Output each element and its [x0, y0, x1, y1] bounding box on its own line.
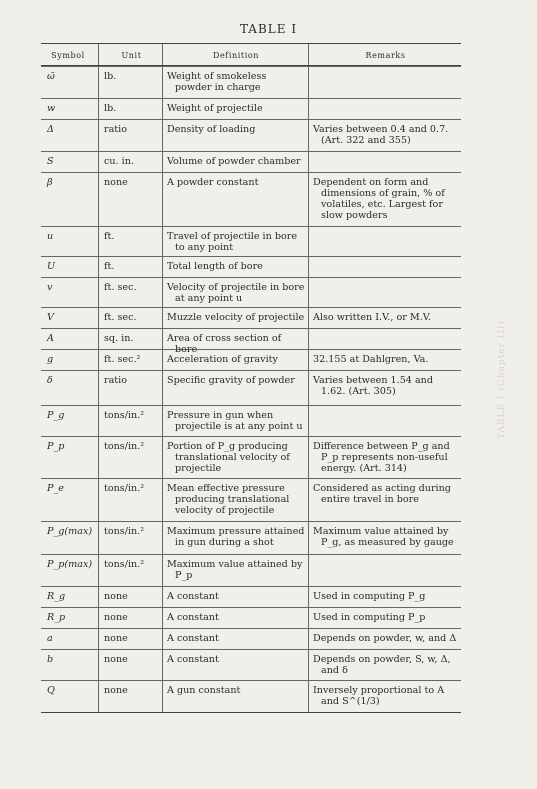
unit-cell: none [98, 608, 162, 628]
table-row [41, 98, 461, 119]
unit-cell: cu. in. [98, 152, 162, 172]
remarks-cell: Varies between 0.4 and 0.7. (Art. 322 and 355) [308, 120, 461, 151]
remarks-cell: Dependent on form and dimensions of grain, % of volatiles, etc. Largest for slow powders [308, 173, 461, 226]
header-remarks: Remarks [308, 44, 461, 65]
definition-cell: Density of loading [162, 120, 308, 151]
table-row [41, 628, 461, 649]
unit-cell: ratio [98, 120, 162, 151]
unit-cell: tons/in.² [98, 437, 162, 478]
symbol-cell: U [47, 261, 56, 272]
unit-cell: ft. sec. [98, 308, 162, 328]
unit-cell: none [98, 681, 162, 712]
unit-cell: lb. [98, 67, 162, 98]
unit-cell: ratio [98, 371, 162, 405]
remarks-cell: Difference between P_g and P_p represents non-useful energy. (Art. 314) [308, 437, 461, 478]
remarks-cell [308, 278, 461, 307]
table-row [41, 554, 461, 586]
table-row [41, 478, 461, 521]
symbol-cell: v [47, 282, 53, 293]
bleed-through-text: TABLE I (Chapter III) [497, 320, 507, 440]
definition-cell: Travel of projectile in bore to any point [162, 227, 308, 256]
symbol-cell: R_g [47, 591, 66, 602]
header-symbol: Symbol [51, 51, 85, 60]
symbol-cell: S [47, 156, 54, 167]
unit-cell: sq. in. [98, 329, 162, 349]
symbol-cell: β [47, 177, 53, 188]
remarks-cell: 32.155 at Dahlgren, Va. [308, 350, 461, 370]
definition-cell: A constant [162, 608, 308, 628]
table-row [41, 370, 461, 405]
symbol-cell: ω̄ [47, 71, 55, 82]
table-row [41, 277, 461, 307]
remarks-cell [308, 329, 461, 349]
table-row [41, 66, 461, 98]
table-row [41, 119, 461, 151]
table-row [41, 226, 461, 256]
symbol-cell: g [47, 354, 54, 365]
remarks-cell [308, 227, 461, 256]
table-row [41, 436, 461, 478]
definition-cell: Weight of projectile [162, 99, 308, 119]
table-row [41, 680, 461, 712]
unit-cell: ft. [98, 257, 162, 277]
remarks-cell [308, 67, 461, 98]
definition-cell: Pressure in gun when projectile is at any point u [162, 406, 308, 436]
definition-cell: Mean effective pressure producing translational velocity of projectile [162, 479, 308, 521]
definition-cell: Maximum value attained by P_p [162, 555, 308, 586]
remarks-cell: Also written I.V., or M.V. [308, 308, 461, 328]
header-unit: Unit [98, 44, 162, 65]
unit-cell: tons/in.² [98, 406, 162, 436]
symbols-table [41, 43, 461, 713]
definition-cell: Weight of smokeless powder in charge [162, 67, 308, 98]
symbol-cell: u [47, 231, 54, 242]
table-row [41, 349, 461, 370]
definition-cell: A powder constant [162, 173, 308, 226]
remarks-cell: Inversely proportional to A and S^(1/3) [308, 681, 461, 712]
remarks-cell: Varies between 1.54 and 1.62. (Art. 305) [308, 371, 461, 405]
remarks-cell [308, 99, 461, 119]
remarks-cell: Maximum value attained by P_g, as measured by gauge [308, 522, 461, 554]
symbol-cell: P_g(max) [47, 526, 93, 537]
table-row [41, 521, 461, 554]
unit-cell: ft. [98, 227, 162, 256]
symbol-cell: w [47, 103, 56, 114]
definition-cell: A constant [162, 629, 308, 649]
unit-cell: tons/in.² [98, 479, 162, 521]
table-row [41, 649, 461, 680]
remarks-cell: Depends on powder, w, and Δ [308, 629, 461, 649]
unit-cell: none [98, 173, 162, 226]
table-row [41, 172, 461, 226]
definition-cell: A constant [162, 650, 308, 680]
symbol-cell: Δ [47, 124, 54, 135]
unit-cell: tons/in.² [98, 522, 162, 554]
unit-cell: ft. sec. [98, 278, 162, 307]
unit-cell: lb. [98, 99, 162, 119]
header-definition: Definition [162, 44, 308, 65]
table-row [41, 256, 461, 277]
definition-cell: Muzzle velocity of projectile [162, 308, 308, 328]
unit-cell: tons/in.² [98, 555, 162, 586]
remarks-cell [308, 152, 461, 172]
symbol-cell: P_e [47, 483, 64, 494]
symbol-cell: b [47, 654, 54, 665]
definition-cell: A gun constant [162, 681, 308, 712]
remarks-cell [308, 555, 461, 586]
symbol-cell: Q [47, 685, 55, 696]
definition-cell: Portion of P_g producing translational velocity of projectile [162, 437, 308, 478]
table-row [41, 586, 461, 607]
definition-cell: Specific gravity of powder [162, 371, 308, 405]
definition-cell: Total length of bore [162, 257, 308, 277]
table-row [41, 405, 461, 436]
table-title: TABLE I [239, 22, 298, 36]
definition-cell: Volume of powder chamber [162, 152, 308, 172]
definition-cell: Area of cross section of bore [162, 329, 308, 349]
remarks-cell: Used in computing P_p [308, 608, 461, 628]
symbol-cell: P_p [47, 441, 65, 452]
unit-cell: ft. sec.² [98, 350, 162, 370]
unit-cell: none [98, 650, 162, 680]
table-row [41, 151, 461, 172]
table-row [41, 607, 461, 628]
symbol-cell: P_g [47, 410, 65, 421]
symbol-cell: a [47, 633, 53, 644]
definition-cell: Acceleration of gravity [162, 350, 308, 370]
table-row [41, 328, 461, 355]
table-header-row [41, 44, 461, 66]
remarks-cell: Depends on powder, S, w, Δ, and δ [308, 650, 461, 680]
remarks-cell: Considered as acting during entire travel in bore [308, 479, 461, 521]
remarks-cell [308, 257, 461, 277]
unit-cell: none [98, 629, 162, 649]
table-row [41, 307, 461, 328]
symbol-cell: A [47, 333, 54, 344]
remarks-cell: Used in computing P_g [308, 587, 461, 607]
definition-cell: A constant [162, 587, 308, 607]
remarks-cell [308, 406, 461, 436]
symbol-cell: δ [47, 375, 53, 386]
symbol-cell: V [47, 312, 54, 323]
symbol-cell: R_p [47, 612, 66, 623]
symbol-cell: P_p(max) [47, 559, 93, 570]
definition-cell: Maximum pressure attained in gun during a shot [162, 522, 308, 554]
unit-cell: none [98, 587, 162, 607]
definition-cell: Velocity of projectile in bore at any point u [162, 278, 308, 307]
